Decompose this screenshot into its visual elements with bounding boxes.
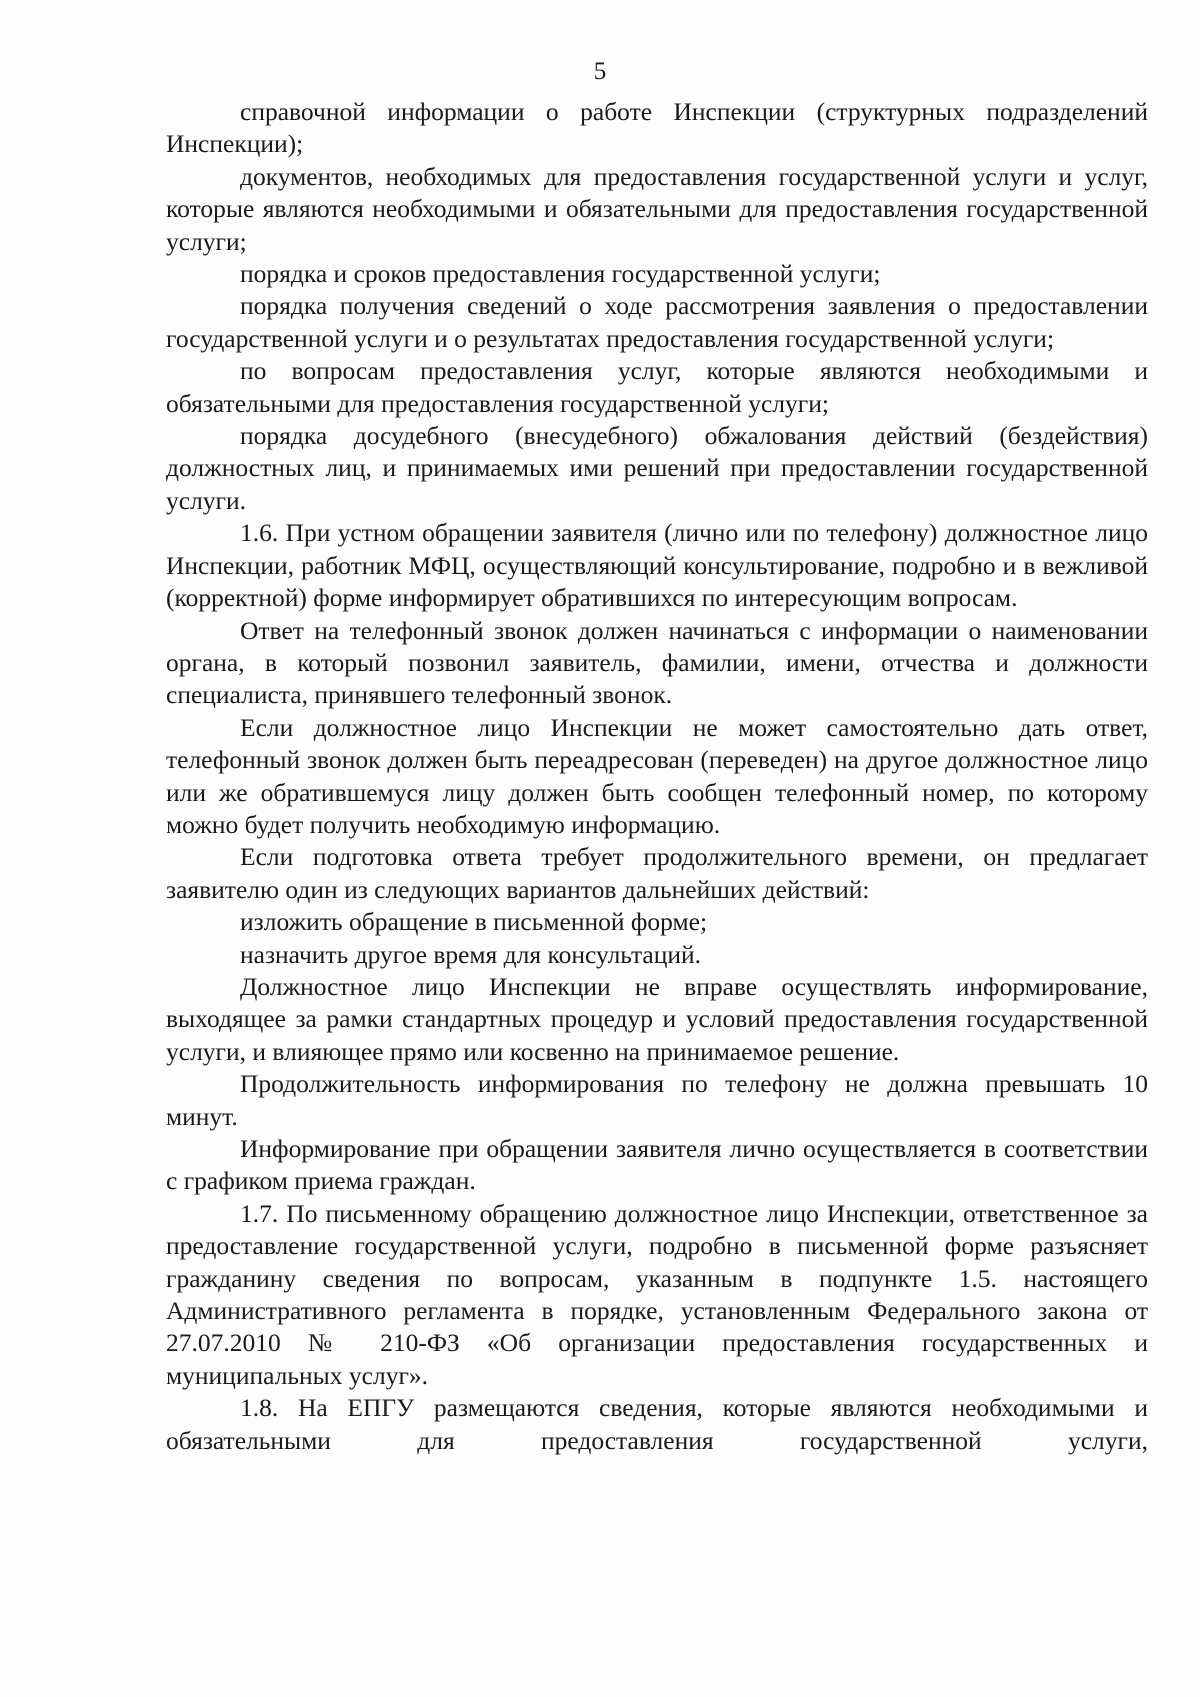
paragraph-schedule: Информирование при обращении заявителя лично осуществляется в соответствии с графиком приема граждан. (166, 1134, 1148, 1196)
paragraph-restrictions: Должностное лицо Инспекции не вправе осуществлять информирование, выходящее за рамки стандартных процедур и условий предоставления государственной услуги, и влияющее прямо или косвенно на принимаемое решение. (166, 971, 1148, 1066)
page-number: 5 (593, 58, 607, 85)
paragraph-appeal-order: порядка досудебного (внесудебного) обжалования действий (бездействия) должностных лиц, и принимаемых ими решений при предоставлении государственной услуги. (166, 421, 1148, 515)
paragraph-call-redirect: Если должностное лицо Инспекции не может самостоятельно дать ответ, телефонный звонок должен быть переадресован (переведен) на другое должностное лицо или же обратившемуся лицу должен быть сообщен телефонный номер, по которому можно будет получить необходимую информацию. (166, 712, 1148, 839)
paragraph-documents: документов, необходимых для предоставления государственной услуги и услуг, которые являются необходимыми и обязательными для предоставления государственной услуги; (166, 161, 1148, 256)
paragraph-option-reschedule: назначить другое время для консультаций. (240, 939, 702, 969)
paragraph-phone-answer: Ответ на телефонный звонок должен начинаться с информации о наименовании органа, в который позвонил заявитель, фамилии, имени, отчества и должности специалиста, принявшего телефонный звонок. (166, 615, 1148, 710)
paragraph-option-written: изложить обращение в письменной форме; (240, 907, 708, 937)
paragraph-1-6-oral-request: 1.6. При устном обращении заявителя (лично или по телефону) должностное лицо Инспекции, работник МФЦ, осуществляющий консультирование, подробно и в вежливой (корректной) форме информирует обратившихся по интересующим вопросам. (166, 518, 1148, 613)
paragraph-inspection-info: справочной информации о работе Инспекции (структурных подразделений Инспекции); (166, 97, 1148, 159)
document-body (166, 96, 1148, 1457)
paragraph-1-8-epgu: 1.8. На ЕПГУ размещаются сведения, которые являются необходимыми и обязательными для предоставления государственной услуги, (166, 1393, 1148, 1455)
paragraph-order-and-terms: порядка и сроков предоставления государственной услуги; (240, 259, 881, 289)
paragraph-long-answer: Если подготовка ответа требует продолжительного времени, он предлагает заявителю один из следующих вариантов дальнейших действий: (166, 842, 1148, 904)
paragraph-1-7-written-request: 1.7. По письменному обращению должностное лицо Инспекции, ответственное за предоставление государственной услуги, подробно в письменной форме разъясняет гражданину сведения по вопросам, указанным в подпункте 1.5. настоящего Административного регламента в порядке, установленным Федерального закона от 27.07.2010 № 210-ФЗ «Об организации предоставления государственных и муниципальных услуг». (166, 1198, 1148, 1390)
paragraph-progress-info: порядка получения сведений о ходе рассмотрения заявления о предоставлении государственной услуги и о результатах предоставления государственной услуги; (166, 291, 1148, 353)
paragraph-duration: Продолжительность информирования по телефону не должна превышать 10 минут. (166, 1069, 1148, 1131)
paragraph-required-services: по вопросам предоставления услуг, которые являются необходимыми и обязательными для предоставления государственной услуги; (166, 356, 1148, 418)
